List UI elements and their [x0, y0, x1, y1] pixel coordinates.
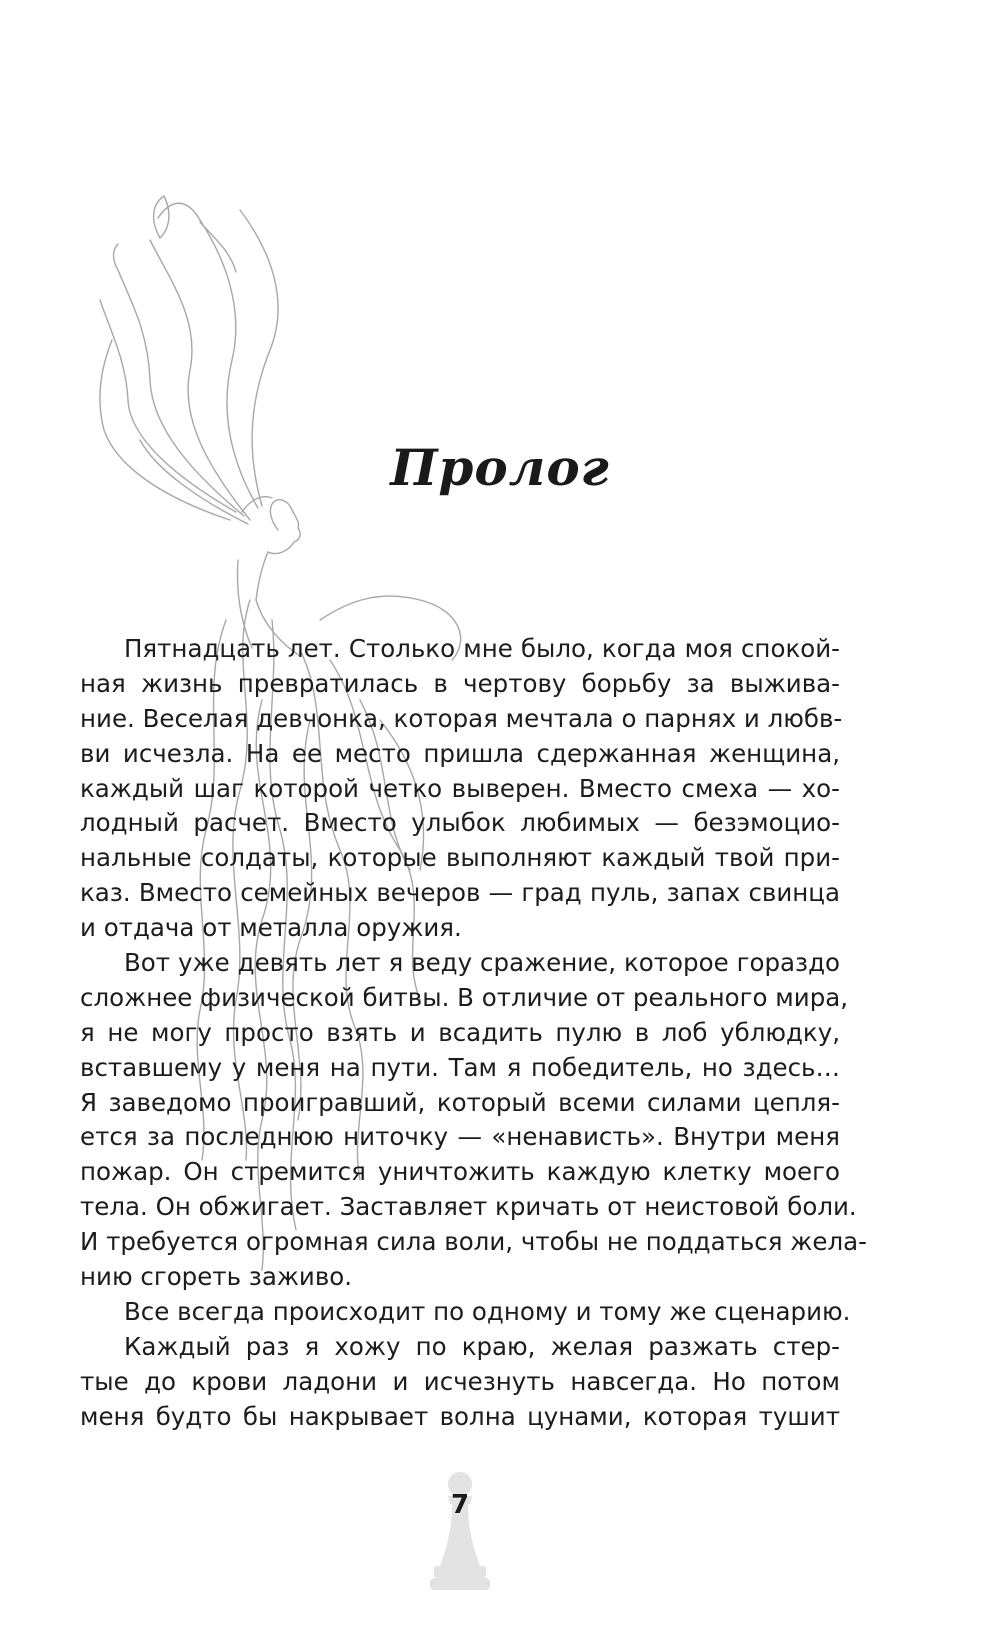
text-line: ви исчезла. На ее место пришла сдержанная женщина,	[80, 738, 840, 768]
text-line: нальные солдаты, которые выполняют каждый твой при-	[80, 843, 840, 873]
text-line: нию сгореть заживо.	[80, 1262, 353, 1292]
text-line: тела. Он обжигает. Заставляет кричать от неистовой боли.	[80, 1192, 857, 1222]
text-line: Все всегда происходит по одному и тому же сценарию.	[124, 1296, 851, 1326]
folio	[430, 1470, 490, 1600]
text-line: и отдача от металла оружия.	[80, 913, 462, 943]
text-line: я не могу просто взять и всадить пулю в лоб ублюдку,	[80, 1017, 840, 1047]
text-line: сложнее физической битвы. В отличие от реального мира,	[80, 982, 849, 1012]
text-line: лодный расчет. Вместо улыбок любимых — безэмоцио-	[80, 808, 840, 838]
page-number: 7	[450, 1490, 470, 1520]
chapter-title: Пролог	[390, 438, 610, 497]
paragraph	[80, 1330, 840, 1435]
text-line: каждый шаг которой четко выверен. Вместо смеха — хо-	[80, 773, 840, 803]
text-line: ется за последнюю ниточку — «ненависть». Внутри меня	[80, 1122, 840, 1152]
text-line: Я заведомо проигравший, который всеми силами цепля-	[80, 1087, 840, 1117]
text-line: Пятнадцать лет. Столько мне было, когда моя спокой-	[124, 634, 840, 663]
text-line: ние. Веселая девчонка, которая мечтала о парнях и любв-	[80, 703, 843, 733]
text-line: ная жизнь превратилась в чертову борьбу за выжива-	[80, 668, 840, 698]
paragraph	[80, 1295, 851, 1330]
text-line: И требуется огромная сила воли, чтобы не поддаться жела-	[80, 1227, 867, 1257]
body-text	[80, 632, 867, 1434]
text-line: меня будто бы накрывает волна цунами, которая тушит	[80, 1401, 840, 1431]
text-line: пожар. Он стремится уничтожить каждую клетку моего	[80, 1157, 840, 1187]
text-line: тые до крови ладони и исчезнуть навсегда. Но потом	[80, 1366, 840, 1396]
paragraph	[80, 946, 867, 1295]
text-line: Каждый раз я хожу по краю, желая разжать стер-	[124, 1331, 840, 1361]
text-line: Вот уже девять лет я веду сражение, которое гораздо	[124, 948, 840, 978]
text-line: каз. Вместо семейных вечеров — град пуль, запах свинца	[80, 878, 840, 908]
paragraph	[80, 632, 843, 946]
text-line: вставшему у меня на пути. Там я победитель, но здесь…	[80, 1052, 840, 1082]
